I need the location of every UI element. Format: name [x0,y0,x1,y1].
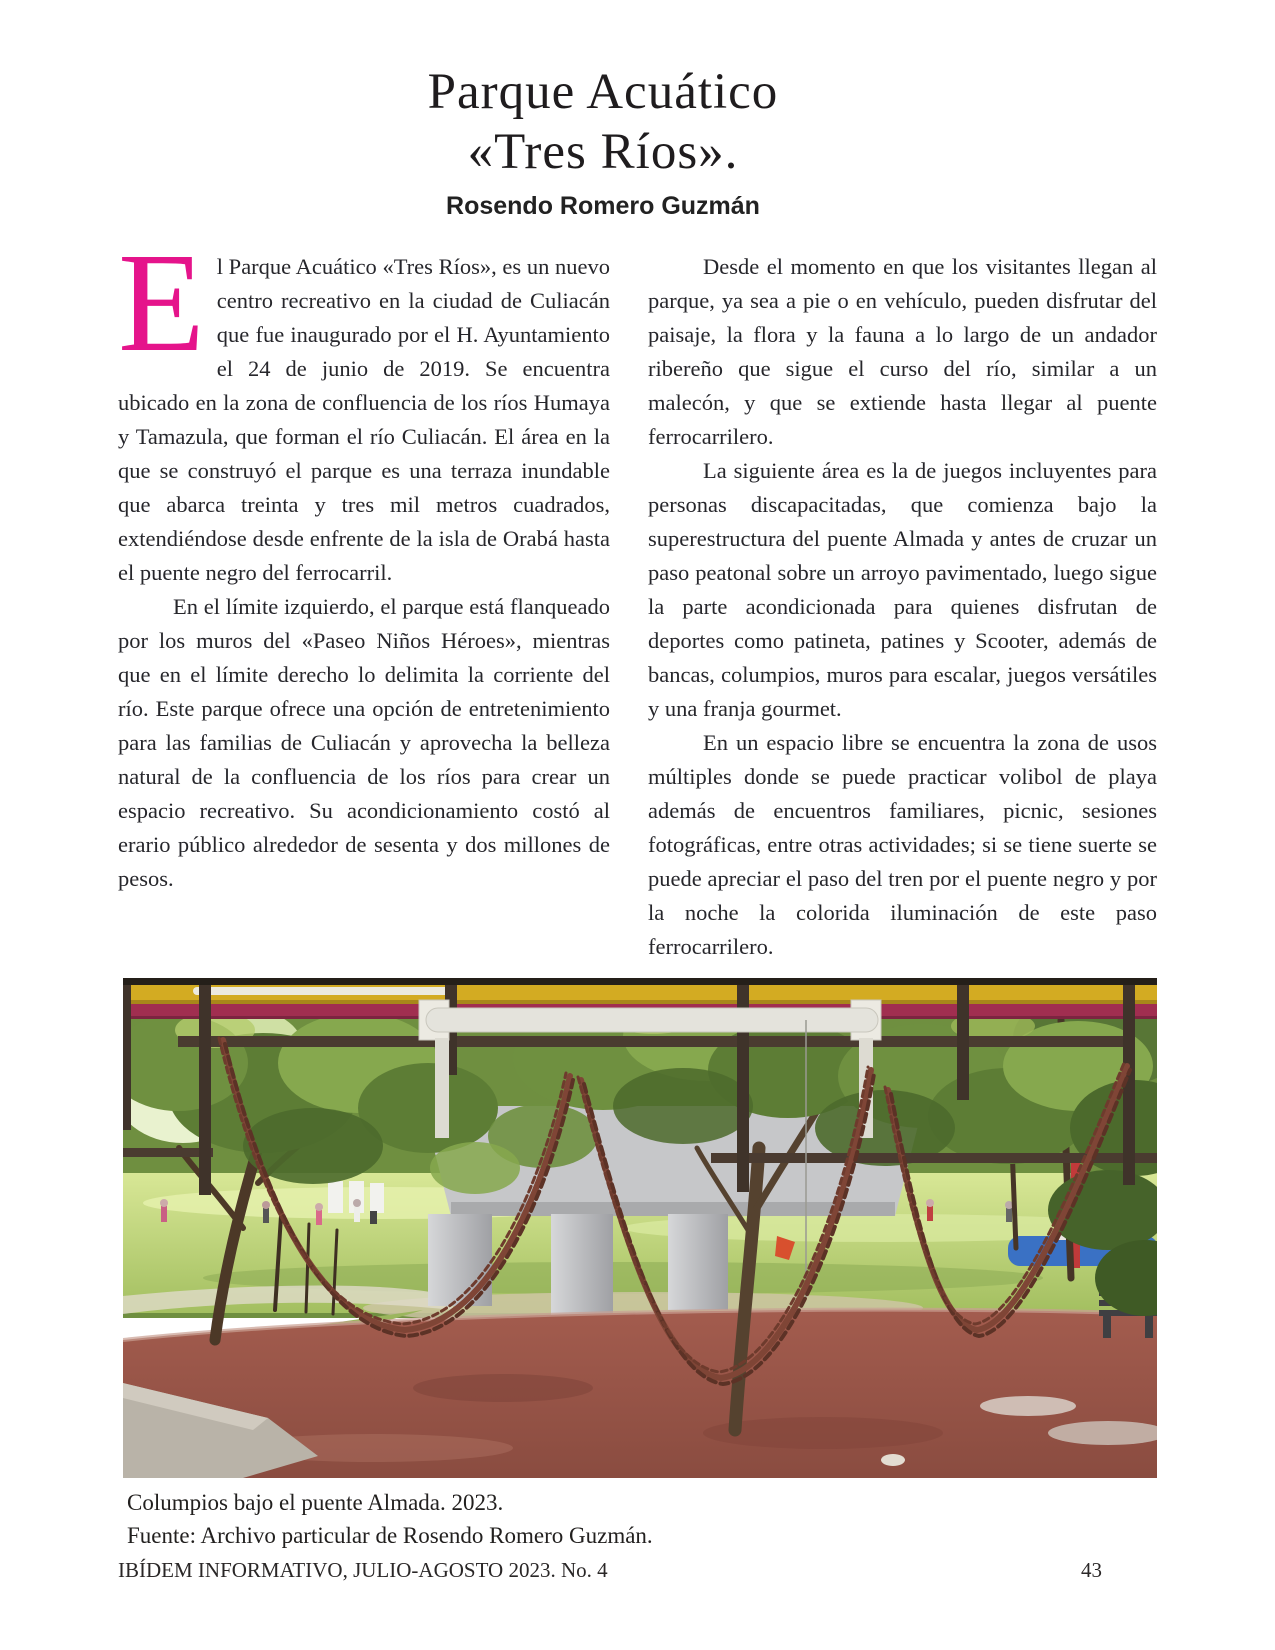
caption-line-1: Columpios bajo el puente Almada. 2023. [127,1490,504,1515]
figure-photo [123,978,1157,1478]
caption-line-2: Fuente: Archivo particular de Rosendo Romero Guzmán. [127,1523,653,1548]
columpios-photo [123,978,1157,1478]
page-number: 43 [1081,1558,1102,1582]
paragraph-5: En un espacio libre se encuentra la zona de usos múltiples donde se puede practicar volibol de playa además de encuentros familiares, picnic, sesiones fotográficas, entre otras actividades; si se tiene suerte se puede apreciar el paso del tren por el puente negro y por la noche la colorida iluminación de este paso ferrocarrilero. [648,730,1157,959]
foreground-ground [123,1310,1157,1478]
article-header [118,62,1088,221]
page-footer [118,1558,1157,1583]
text-column-left [118,223,610,896]
drop-cap: E [118,223,205,381]
paragraph-2: En el límite izquierdo, el parque está flanqueado por los muros del «Paseo Niños Héroes», mientras que en el límite derecho lo delimita la corriente del río. Este parque ofrece una opción de entretenimiento para las familias de Culiacán y aprovecha la belleza natural de la confluencia de los ríos para crear un espacio recreativo. Su acondicionamiento costó al erario público alrededor de sesenta y dos millones de pesos. [118,594,610,891]
paragraph-3: Desde el momento en que los visitantes llegan al parque, ya sea a pie o en vehículo, pueden disfrutar del paisaje, la flora y la fauna a lo largo de un andador ribereño que sigue el curso del río, similar a un malecón, y que se extiende hasta llegar al puente ferrocarrilero. [648,254,1157,449]
paragraph-4: La siguiente área es la de juegos incluyentes para personas discapacitadas, que comienza bajo la superestructura del puente Almada y antes de cruzar un paso peatonal sobre un arroyo pavimentado, luego sigue la parte acondicionada para quienes disfrutan de deportes como patineta, patines y Scooter, además de bancas, columpios, muros para escalar, juegos versátiles y una franja gourmet. [648,458,1157,721]
figure-caption [127,1486,653,1552]
author-byline: Rosendo Romero Guzmán [446,192,760,220]
footer-journal-info: IBÍDEM INFORMATIVO, JULIO-AGOSTO 2023. No. 4 [118,1558,608,1582]
title-line-1: Parque Acuático [427,64,779,120]
paragraph-1 [118,223,610,590]
page-title [118,62,1088,182]
title-line-2: «Tres Ríos». [467,124,739,180]
text-column-right [648,250,1157,964]
paragraph-1-text: l Parque Acuático «Tres Ríos», es un nuevo centro recreativo en la ciudad de Culiacán que fue inaugurado por el H. Ayuntamiento el 24 de junio de 2019. Se encuentra ubicado en la zona de confluencia de los ríos Humaya y Tamazula, que forman el río Culiacán. El área en la que se construyó el parque es una terraza inundable que abarca treinta y tres mil metros cuadrados, extendiéndose desde enfrente de la isla de Orabá hasta el puente negro del ferrocarril. [118,254,610,585]
